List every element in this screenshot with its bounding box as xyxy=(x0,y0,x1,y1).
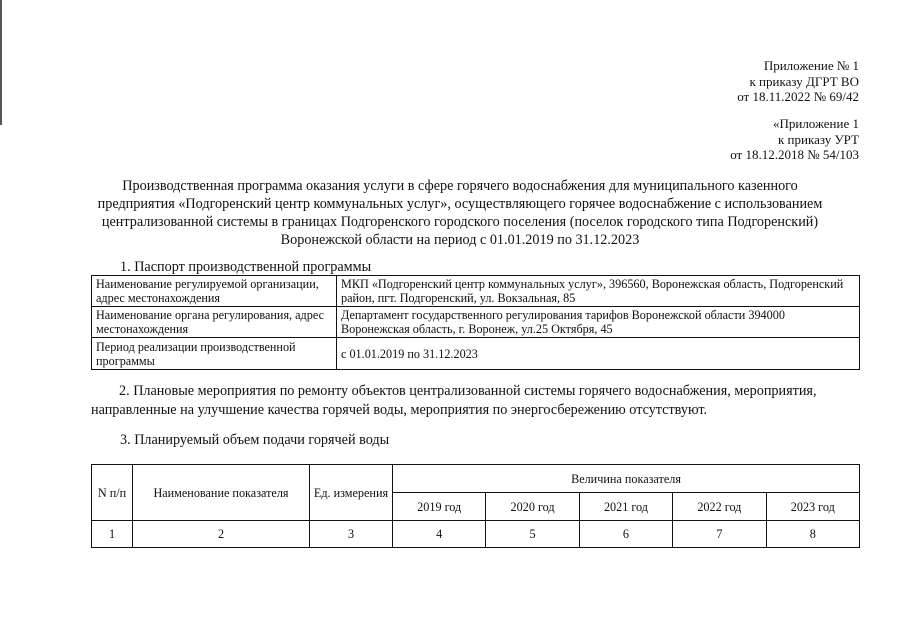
col-value-group-header: Величина показателя xyxy=(393,465,860,493)
margin-line xyxy=(0,0,2,125)
passport-key: Наименование органа регулирования, адрес местонахождения xyxy=(92,307,337,338)
appendix-2-date: от 18.12.2018 № 54/103 xyxy=(730,147,859,162)
column-number-cell: 7 xyxy=(673,521,766,548)
column-number-cell: 3 xyxy=(310,521,393,548)
column-number-cell: 8 xyxy=(766,521,859,548)
year-header: 2021 год xyxy=(579,493,672,521)
section-1-heading: 1. Паспорт производственной программы xyxy=(120,259,372,275)
appendix-1-date: от 18.11.2022 № 69/42 xyxy=(737,89,859,104)
appendix-1-block xyxy=(737,58,859,105)
volume-header-row xyxy=(92,465,860,493)
year-header: 2023 год xyxy=(766,493,859,521)
appendix-2-line: «Приложение 1 xyxy=(772,116,859,131)
passport-key: Период реализации производственной программы xyxy=(92,338,337,370)
document-title: Производственная программа оказания услуги в сфере горячего водоснабжения для муниципального казенного предприятия «Подгоренский центр коммунальных услуг», осуществляющего горячее водоснабжение с использованием централизованной системы в границах Подгоренского городского поселения (поселок городского типа Подгоренский) Воронежской области на период с 01.01.2019 по 31.12.2023 xyxy=(97,178,823,248)
column-number-cell: 6 xyxy=(579,521,672,548)
column-number-cell: 2 xyxy=(133,521,310,548)
year-header: 2020 год xyxy=(486,493,579,521)
col-number-header: N п/п xyxy=(92,465,133,521)
appendix-1-line: Приложение № 1 xyxy=(763,58,859,73)
passport-value: Департамент государственного регулирования тарифов Воронежской области 394000 Воронежская область, г. Воронеж, ул.25 Октября, 45 xyxy=(337,307,860,338)
passport-value: МКП «Подгоренский центр коммунальных услуг», 396560, Воронежская область, Подгоренский район, пгт. Подгоренский, ул. Вокзальная, 85 xyxy=(337,276,860,307)
section-2-paragraph: 2. Плановые мероприятия по ремонту объектов централизованной системы горячего водоснабжения, мероприятия, направленные на улучшение качества горячей воды, мероприятия по энергосбережению отсутствуют. xyxy=(91,383,817,418)
volume-number-row xyxy=(92,521,860,548)
column-number-cell: 4 xyxy=(393,521,486,548)
volume-table xyxy=(91,464,860,548)
passport-table xyxy=(91,275,860,370)
year-header: 2019 год xyxy=(393,493,486,521)
year-header: 2022 год xyxy=(673,493,766,521)
col-name-header: Наименование показателя xyxy=(133,465,310,521)
passport-key: Наименование регулируемой организации, адрес местонахождения xyxy=(92,276,337,307)
column-number-cell: 5 xyxy=(486,521,579,548)
passport-row xyxy=(92,307,860,338)
appendix-1-order: к приказу ДГРТ ВО xyxy=(749,73,859,89)
passport-value: с 01.01.2019 по 31.12.2023 xyxy=(337,338,860,370)
column-number-cell: 1 xyxy=(92,521,133,548)
section-3-heading: 3. Планируемый объем подачи горячей воды xyxy=(120,432,390,448)
appendix-2-order: к приказу УРТ xyxy=(777,131,859,147)
appendix-2-block xyxy=(730,116,859,163)
col-unit-header: Ед. измерения xyxy=(310,465,393,521)
passport-row xyxy=(92,276,860,307)
passport-row xyxy=(92,338,860,370)
